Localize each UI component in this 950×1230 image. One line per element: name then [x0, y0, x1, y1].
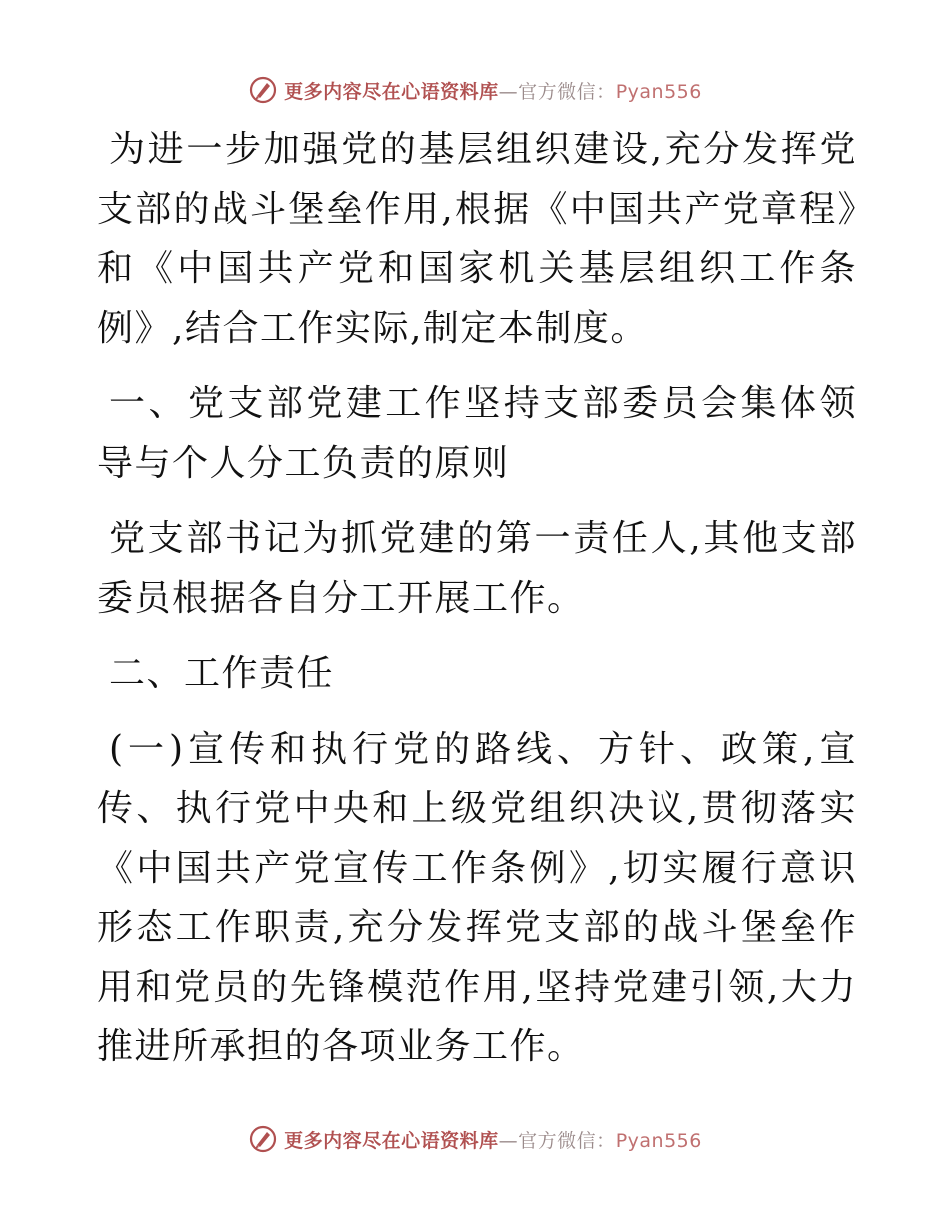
header-banner [0, 72, 950, 108]
paragraph-item-1: (一)宣传和执行党的路线、方针、政策,宣传、执行党中央和上级党组织决议,贯彻落实《中国共产党宣传工作条例》,切实履行意识形态工作职责,充分发挥党支部的战斗堡垒作用和党员的先锋模范作用,坚持党建引领,大力推进所承担的各项业务工作。 [97, 728, 857, 1067]
document-body [97, 120, 857, 1093]
banner-title: 更多内容尽在心语资料库 [284, 80, 499, 103]
banner-wechat-id: Pyan556 [615, 80, 702, 103]
heading-section-1: 一、党支部党建工作坚持支部委员会集体领导与个人分工负责的原则 [97, 383, 857, 484]
banner-wechat-label: 官方微信： [518, 80, 616, 103]
quill-logo-icon [248, 1124, 278, 1154]
footer-banner [0, 1121, 950, 1157]
paragraph-intro: 为进一步加强党的基层组织建设,充分发挥党支部的战斗堡垒作用,根据《中国共产党章程》和《中国共产党和国家机关基层组织工作条例》,结合工作实际,制定本制度。 [97, 129, 857, 349]
banner-separator: — [498, 1129, 519, 1152]
heading-section-2: 二、工作责任 [109, 653, 335, 694]
paragraph-section-1: 党支部书记为抓党建的第一责任人,其他支部委员根据各自分工开展工作。 [97, 518, 857, 619]
banner-wechat-id: Pyan556 [615, 1129, 702, 1152]
quill-logo-icon [248, 75, 278, 105]
banner-wechat-label: 官方微信： [518, 1129, 616, 1152]
banner-text [284, 1126, 702, 1153]
banner-text [284, 77, 702, 104]
banner-title: 更多内容尽在心语资料库 [284, 1129, 499, 1152]
banner-separator: — [498, 80, 519, 103]
